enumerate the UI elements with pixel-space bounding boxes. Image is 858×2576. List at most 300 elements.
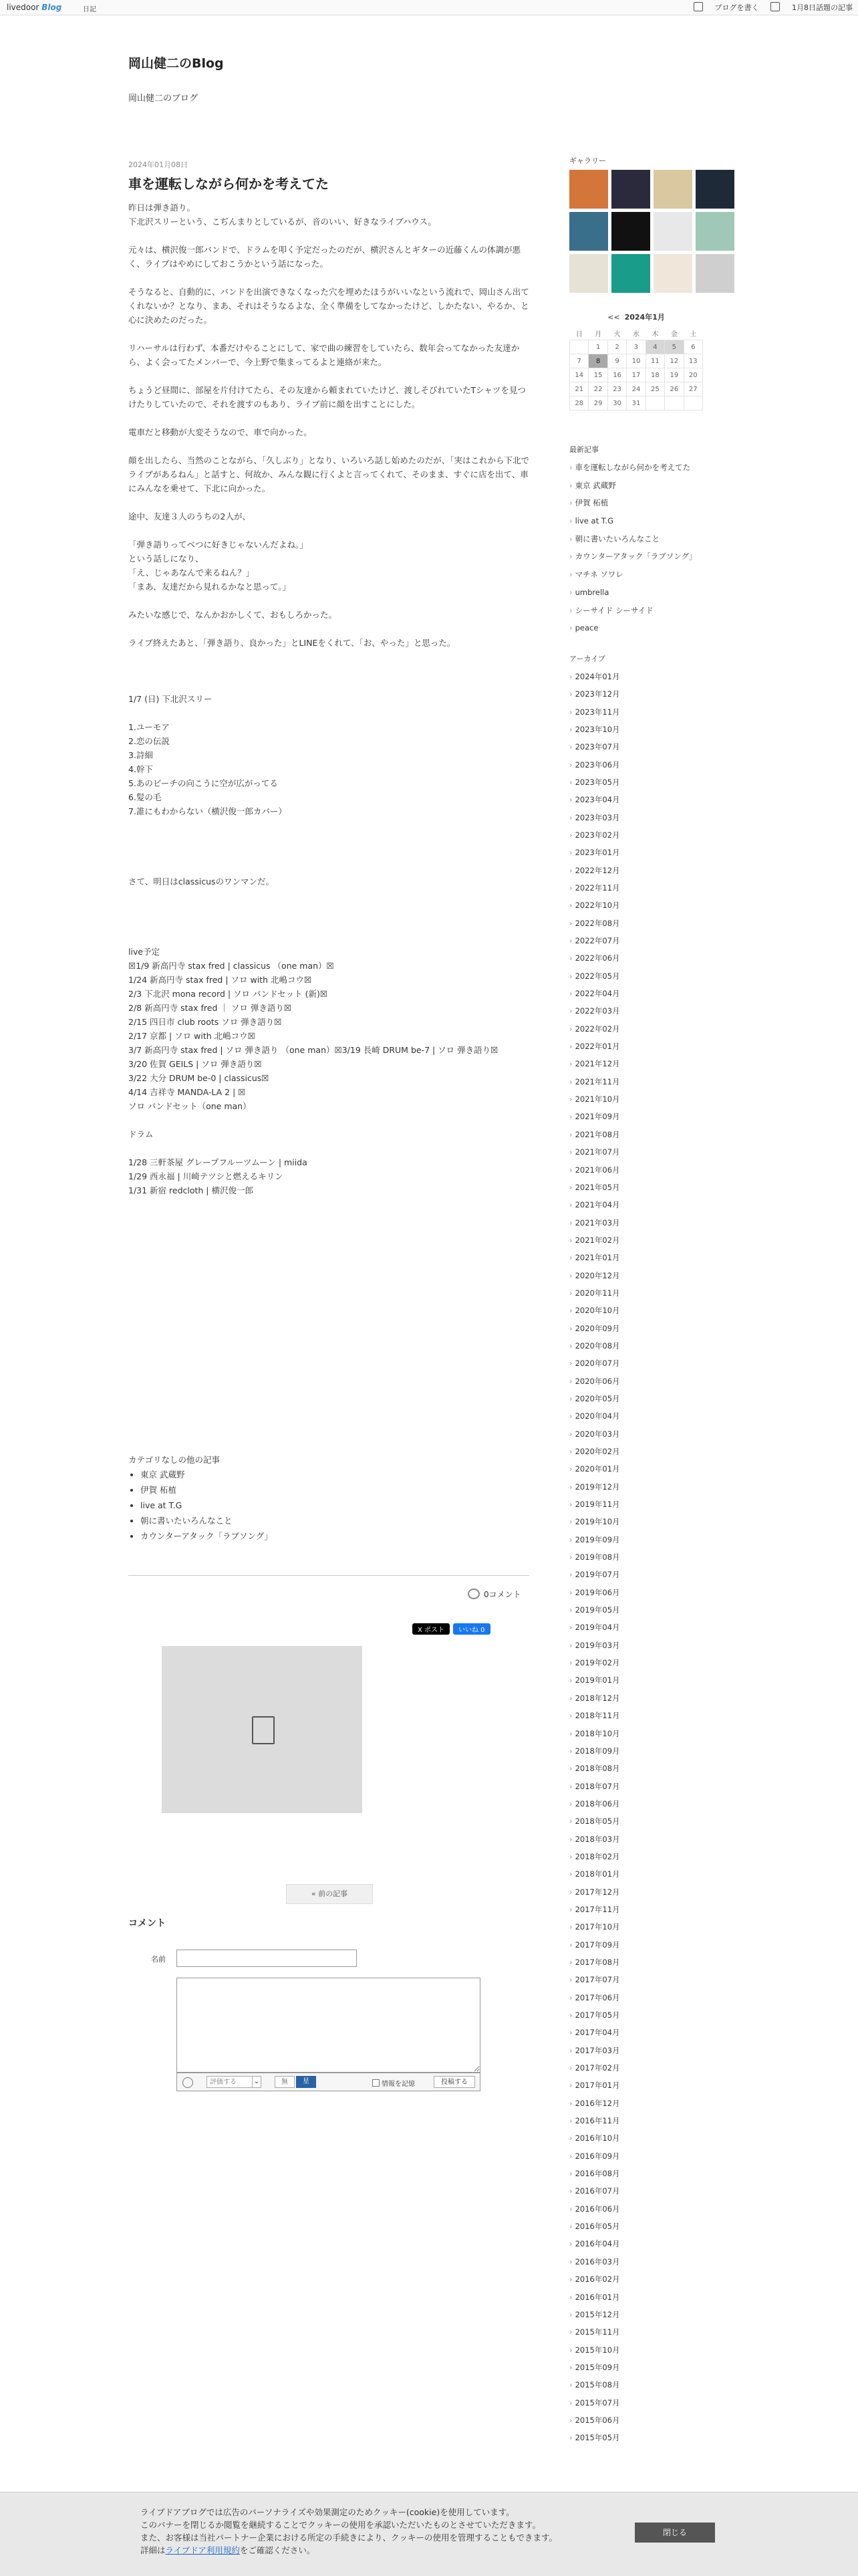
calendar-day: 25 bbox=[646, 382, 664, 396]
archive-month-link[interactable]: › 2020年09月 bbox=[569, 1320, 703, 1337]
calendar-day: 30 bbox=[607, 396, 626, 411]
archive-month-link[interactable]: › 2020年02月 bbox=[569, 1443, 703, 1460]
archive-month-link[interactable]: › 2015年12月 bbox=[569, 2306, 703, 2323]
hot-topics-link[interactable] bbox=[770, 3, 853, 12]
paragraph-gap bbox=[128, 622, 529, 636]
calendar-day: 15 bbox=[589, 368, 607, 382]
body-line: 4.幹下 bbox=[128, 764, 153, 774]
archive-month-link[interactable]: › 2019年07月 bbox=[569, 1566, 703, 1583]
archive-month-link[interactable]: › 2018年05月 bbox=[569, 1812, 703, 1830]
archive-month-link[interactable]: › 2015年05月 bbox=[569, 2429, 703, 2446]
calendar-day: 6 bbox=[684, 340, 702, 354]
archive-month-link[interactable]: › 2022年12月 bbox=[569, 862, 703, 879]
body-line: 下北沢スリーという、こぢんまりとしているが、音のいい、好きなライブハウス。 bbox=[128, 217, 436, 227]
emoji-icon[interactable] bbox=[182, 2077, 193, 2088]
comment-count-label: 0コメント bbox=[484, 1590, 521, 1599]
body-line: リハーサルは行わず、本番だけやることにして、家で曲の練習をしていたら、数年会ってなかった友達から、よく会ってたメンバーで、今上野で集まってるよと連絡が来た。 bbox=[128, 343, 520, 367]
post-body bbox=[128, 201, 529, 1211]
paragraph-gap bbox=[128, 327, 529, 341]
calendar-day[interactable]: 5 bbox=[665, 340, 684, 354]
calendar-day: 20 bbox=[684, 368, 702, 382]
terms-link[interactable]: ライブドア利用規約 bbox=[165, 2545, 240, 2555]
body-line bbox=[128, 832, 529, 846]
other-post-link[interactable]: • 伊賀 柘植 bbox=[140, 1482, 273, 1498]
body-line: 1/28 三軒茶屋 グレープフルーツムーン | miida bbox=[128, 1157, 307, 1167]
archive-month-link[interactable]: › 2015年11月 bbox=[569, 2323, 703, 2341]
paragraph-gap bbox=[128, 706, 529, 720]
archive-month-link[interactable]: › 2019年12月 bbox=[569, 1478, 703, 1496]
body-line: 2/3 下北沢 mona record | ソロ バンドセット (新)☒ bbox=[128, 989, 328, 999]
calendar-day: 18 bbox=[646, 368, 664, 382]
body-line: みたいな感じで、なんかおかしくて、おもしろかった。 bbox=[128, 610, 337, 620]
body-line: という話しになり、 bbox=[128, 554, 204, 564]
archive-month-link[interactable]: › 2017年04月 bbox=[569, 2024, 703, 2041]
paragraph-gap bbox=[128, 1113, 529, 1127]
archive-month-link[interactable]: › 2017年07月 bbox=[569, 1971, 703, 1988]
body-line: 3/22 大分 DRUM be-0 | classicus☒ bbox=[128, 1073, 269, 1083]
paragraph-gap bbox=[128, 439, 529, 453]
recent-post-link[interactable]: › peace bbox=[569, 619, 703, 637]
body-line: 1/29 西永福 | 川崎テツシと燃えるキリン bbox=[128, 1171, 283, 1181]
archive-month-link[interactable]: › 2020年07月 bbox=[569, 1355, 703, 1372]
gallery-thumbnail[interactable] bbox=[654, 170, 692, 209]
archive-month-link[interactable]: › 2022年04月 bbox=[569, 985, 703, 1002]
body-line: そうなると、自動的に、バンドを出演できなくなった穴を埋めたほうがいいなという流れで、岡山さん出てくれないか？となり、まあ、それはそうなるよな、全く準備をしてなかったけど、しかたない、やるか、と心に決めたのだった。 bbox=[128, 287, 529, 325]
body-line: 昨日は弾き語り。 bbox=[128, 203, 196, 213]
paragraph-gap bbox=[128, 369, 529, 383]
body-line: 5.あのビーチの向こうに空が広がってる bbox=[128, 778, 278, 788]
archive-month-link[interactable]: › 2023年12月 bbox=[569, 685, 703, 703]
calendar-day[interactable]: 4 bbox=[646, 340, 664, 354]
body-line: 1.ユーモア bbox=[128, 722, 170, 732]
archive-month-link[interactable]: › 2017年05月 bbox=[569, 2006, 703, 2024]
calendar-day: 19 bbox=[665, 368, 684, 382]
archive-month-link[interactable]: › 2022年02月 bbox=[569, 1020, 703, 1038]
weekday-label: 金 bbox=[670, 330, 678, 338]
archive-month-link[interactable]: › 2017年01月 bbox=[569, 2077, 703, 2094]
archive-month-link[interactable]: › 2023年01月 bbox=[569, 844, 703, 861]
name-input[interactable] bbox=[176, 1950, 357, 1967]
archive-month-link[interactable]: › 2019年08月 bbox=[569, 1548, 703, 1566]
archive-month-link[interactable]: › 2015年07月 bbox=[569, 2394, 703, 2412]
paragraph-gap bbox=[128, 860, 529, 874]
paragraph-gap bbox=[128, 818, 529, 832]
star-rating-button[interactable]: 星 bbox=[296, 2076, 316, 2088]
archive-month-link[interactable]: › 2021年04月 bbox=[569, 1196, 703, 1213]
body-line: 6.髪の毛 bbox=[128, 792, 162, 802]
calendar-day: 7 bbox=[570, 354, 589, 368]
archive-month-link[interactable]: › 2023年03月 bbox=[569, 809, 703, 826]
calendar-day: 23 bbox=[607, 382, 626, 396]
x-post-button[interactable]: X ポスト bbox=[412, 1623, 450, 1635]
paragraph-gap bbox=[128, 931, 529, 945]
archive-month-link[interactable]: › 2016年01月 bbox=[569, 2289, 703, 2306]
calendar-day: 11 bbox=[646, 354, 664, 368]
livedoor-logo[interactable] bbox=[7, 3, 61, 12]
post-title[interactable]: 車を運転しながら何かを考えてた bbox=[128, 176, 329, 192]
top-bar bbox=[0, 0, 858, 15]
paragraph-gap bbox=[128, 229, 529, 243]
facebook-like-button[interactable]: いいね 0 bbox=[453, 1623, 490, 1635]
gallery-thumbnail[interactable] bbox=[654, 254, 692, 293]
other-posts-list bbox=[127, 1467, 273, 1544]
archive-month-link[interactable]: › 2020年04月 bbox=[569, 1407, 703, 1425]
logo-blog-text: Blog bbox=[41, 3, 62, 12]
paragraph-gap bbox=[128, 1197, 529, 1211]
archive-month-link[interactable]: › 2017年10月 bbox=[569, 1918, 703, 1936]
archive-month-link[interactable]: › 2018年06月 bbox=[569, 1795, 703, 1812]
calendar-prev[interactable]: << bbox=[607, 313, 620, 322]
archive-month-link[interactable]: › 2023年11月 bbox=[569, 703, 703, 721]
body-line: ライブ終えたあと、「弾き語り、良かった」とLINEをくれて、「お、やった」と思った。 bbox=[128, 638, 456, 648]
archive-month-link[interactable]: › 2019年04月 bbox=[569, 1619, 703, 1636]
document-icon bbox=[770, 2, 780, 11]
calendar-day: 29 bbox=[589, 396, 607, 411]
archive-month-link[interactable]: › 2016年03月 bbox=[569, 2253, 703, 2270]
archive-month-link[interactable]: › 2019年10月 bbox=[569, 1513, 703, 1530]
submit-comment-button[interactable]: 投稿する bbox=[434, 2076, 475, 2088]
archive-month-link[interactable]: › 2021年11月 bbox=[569, 1073, 703, 1090]
archive-month-link[interactable]: › 2016年09月 bbox=[569, 2147, 703, 2165]
archive-month-link[interactable]: › 2023年06月 bbox=[569, 756, 703, 774]
archive-month-link[interactable]: › 2023年04月 bbox=[569, 791, 703, 808]
archive-month-link[interactable]: › 2020年05月 bbox=[569, 1390, 703, 1407]
body-line: 「まあ、友達だから見れるかなと思って。」 bbox=[128, 582, 291, 592]
paragraph-gap bbox=[128, 889, 529, 903]
nav-diary-link[interactable]: 日記 bbox=[83, 6, 96, 13]
recent-post-link[interactable]: › 車を運転しながら何かを考えてた bbox=[569, 459, 703, 477]
calendar-week bbox=[570, 340, 703, 354]
comment-textarea[interactable] bbox=[176, 1978, 480, 2073]
paragraph-gap bbox=[128, 523, 529, 538]
archive-month-link[interactable]: › 2022年03月 bbox=[569, 1002, 703, 1020]
archive-month-link[interactable]: › 2019年09月 bbox=[569, 1531, 703, 1548]
archive-month-link[interactable]: › 2022年05月 bbox=[569, 967, 703, 985]
body-line: 2/15 四日市 club roots ソロ 弾き語り☒ bbox=[128, 1017, 282, 1027]
archive-month-link[interactable]: › 2017年02月 bbox=[569, 2059, 703, 2077]
body-line: 2/8 新高円寺 stax fred ｜ ソロ 弾き語り☒ bbox=[128, 1003, 292, 1013]
archive-month-link[interactable]: › 2022年07月 bbox=[569, 932, 703, 949]
gallery-thumbnail[interactable] bbox=[696, 170, 734, 209]
post-date: 2024年01月08日 bbox=[128, 160, 188, 169]
recent-post-link[interactable]: › マチネ ソワレ bbox=[569, 566, 703, 584]
archive-month-link[interactable]: › 2021年02月 bbox=[569, 1232, 703, 1249]
body-line bbox=[128, 917, 529, 931]
calendar-day: 2 bbox=[607, 340, 626, 354]
checkbox-icon bbox=[372, 2079, 380, 2087]
calendar-day bbox=[665, 396, 684, 411]
calendar-day: 3 bbox=[627, 340, 646, 354]
cookie-line: また、お客様は当社パートナー企業における所定の手続きにより、クッキーの使用を管理することもできます。 bbox=[140, 2533, 558, 2543]
archive-month-link[interactable]: › 2022年06月 bbox=[569, 949, 703, 967]
archive-month-link[interactable]: › 2018年01月 bbox=[569, 1865, 703, 1883]
pencil-icon bbox=[694, 2, 703, 11]
weekday-label: 火 bbox=[613, 330, 621, 338]
calendar-day bbox=[646, 396, 664, 411]
other-post-link[interactable]: • カウンターアタック「ラブソング」 bbox=[140, 1528, 273, 1544]
recent-post-link[interactable]: › シーサイド シーサイド bbox=[569, 602, 703, 620]
archive-month-link[interactable]: › 2023年05月 bbox=[569, 774, 703, 791]
paragraph-gap bbox=[128, 650, 529, 664]
calendar-week bbox=[570, 368, 703, 382]
archive-month-link[interactable]: › 2021年08月 bbox=[569, 1126, 703, 1143]
gallery-thumbnail[interactable] bbox=[611, 254, 650, 293]
comment-toolbar bbox=[176, 2073, 480, 2091]
body-line: 2.恋の伝説 bbox=[128, 736, 170, 746]
cookie-banner bbox=[0, 2492, 858, 2576]
archive-month-link[interactable]: › 2020年03月 bbox=[569, 1425, 703, 1443]
other-post-link[interactable]: • live at T.G bbox=[140, 1498, 273, 1513]
calendar bbox=[569, 326, 703, 411]
weekday-label: 土 bbox=[690, 330, 697, 338]
other-post-link[interactable]: • 東京 武蔵野 bbox=[140, 1467, 273, 1482]
archive-month-link[interactable]: › 2018年12月 bbox=[569, 1689, 703, 1707]
previous-post-button[interactable]: « 前の記事 bbox=[286, 1884, 373, 1904]
blog-title[interactable]: 岡山健二のBlog bbox=[128, 56, 224, 71]
archive-list bbox=[569, 668, 703, 2447]
recent-post-link[interactable]: › 伊賀 柘植 bbox=[569, 494, 703, 512]
weekday-label: 日 bbox=[575, 330, 583, 338]
archive-month-link[interactable]: › 2017年06月 bbox=[569, 1989, 703, 2006]
comment-heading: コメント bbox=[128, 1918, 166, 1929]
archive-month-link[interactable]: › 2021年12月 bbox=[569, 1055, 703, 1072]
calendar-day: 22 bbox=[589, 382, 607, 396]
archive-month-link[interactable]: › 2022年01月 bbox=[569, 1038, 703, 1055]
archive-month-link[interactable]: › 2016年08月 bbox=[569, 2165, 703, 2182]
archive-month-link[interactable]: › 2017年12月 bbox=[569, 1883, 703, 1901]
body-line: 7.誰にもわからない（横沢俊一郎カバー） bbox=[128, 806, 287, 816]
write-blog-link[interactable] bbox=[694, 3, 759, 12]
archive-month-link[interactable]: › 2015年06月 bbox=[569, 2412, 703, 2429]
archive-month-link[interactable]: › 2016年10月 bbox=[569, 2129, 703, 2147]
paragraph-gap bbox=[128, 678, 529, 692]
archive-month-link[interactable]: › 2021年03月 bbox=[569, 1214, 703, 1232]
archive-month-link[interactable]: › 2018年07月 bbox=[569, 1778, 703, 1795]
archive-month-link[interactable]: › 2020年08月 bbox=[569, 1337, 703, 1355]
archive-month-link[interactable]: › 2021年05月 bbox=[569, 1179, 703, 1196]
cookie-link-suffix: をご確認ください。 bbox=[239, 2545, 315, 2555]
cookie-line: このバナーを閉じるか閲覧を継続することでクッキーの使用を承認いただいたものとさせていただきます。 bbox=[140, 2520, 541, 2530]
gallery-thumbnail[interactable] bbox=[569, 254, 608, 293]
cookie-line: ライブドアブログでは広告のパーソナライズや効果測定のためクッキー(cookie)を使用しています。 bbox=[140, 2507, 515, 2517]
archive-month-link[interactable]: › 2023年02月 bbox=[569, 826, 703, 844]
archive-month-link[interactable]: › 2021年07月 bbox=[569, 1143, 703, 1161]
calendar-day[interactable]: 8 bbox=[589, 354, 607, 368]
calendar-day: 14 bbox=[570, 368, 589, 382]
body-line bbox=[128, 903, 529, 917]
archive-month-link[interactable]: › 2019年05月 bbox=[569, 1601, 703, 1619]
logo-text: livedoor bbox=[7, 3, 39, 12]
archive-month-link[interactable]: › 2016年06月 bbox=[569, 2200, 703, 2218]
recent-post-link[interactable]: › umbrella bbox=[569, 584, 703, 602]
body-line: ☒1/9 新高円寺 stax fred | classicus （one man）☒ bbox=[128, 961, 334, 971]
archive-month-link[interactable]: › 2016年07月 bbox=[569, 2182, 703, 2200]
hot-topics-label: 1月8日話題の記事 bbox=[792, 3, 853, 12]
archive-month-link[interactable]: › 2017年08月 bbox=[569, 1954, 703, 1971]
paragraph-gap bbox=[128, 271, 529, 285]
calendar-weekdays bbox=[570, 326, 703, 340]
body-line: ドラム bbox=[128, 1129, 154, 1139]
body-line: 1/24 新高円寺 stax fred | ソロ with 北嶋コウ☒ bbox=[128, 975, 312, 985]
archive-month-link[interactable]: › 2017年11月 bbox=[569, 1901, 703, 1918]
archive-month-link[interactable]: › 2018年02月 bbox=[569, 1848, 703, 1865]
body-line: 顔を出したら、当然のことながら、「久しぶり」となり、いろいろ話し始めたのだが、「実はこれから下北でライブがあるねん」と話すと、何故か、みんな観に行くよと言ってくれて、そのまま、すぐに店を出て、車にみんなを乗せて、下北に向かった。 bbox=[128, 455, 530, 493]
body-line: 3.詩細 bbox=[128, 750, 153, 760]
calendar-day: 24 bbox=[627, 382, 646, 396]
archive-month-link[interactable]: › 2016年05月 bbox=[569, 2218, 703, 2235]
body-line: 途中、友達３人のうちの2人が、 bbox=[128, 511, 251, 521]
other-posts-heading: カテゴリなしの他の記事 bbox=[128, 1455, 221, 1465]
chevron-down-icon[interactable]: ⌄ bbox=[252, 2076, 261, 2088]
body-line: ちょうど昼間に、部屋を片付けてたら、その友達から頼まれていたけど、渡しそびれていたTシャツを見つけたりしていたので、それを渡すのもあり、ライブ前に顔を出すことにした。 bbox=[128, 385, 526, 409]
archive-month-link[interactable]: › 2018年08月 bbox=[569, 1760, 703, 1777]
embedded-image-placeholder bbox=[162, 1646, 362, 1813]
archive-month-link[interactable]: › 2018年03月 bbox=[569, 1831, 703, 1848]
archive-month-link[interactable]: › 2018年09月 bbox=[569, 1742, 703, 1760]
calendar-day: 28 bbox=[570, 396, 589, 411]
archive-month-link[interactable]: › 2023年10月 bbox=[569, 721, 703, 738]
remember-label: 情報を記憶 bbox=[382, 2081, 415, 2088]
weekday-label: 水 bbox=[632, 330, 639, 338]
body-line: 3/7 新高円寺 stax fred | ソロ 弾き語り （one man）☒3/19 長崎 DRUM be-7 | ソロ 弾き語り☒ bbox=[128, 1045, 498, 1055]
calendar-day: 17 bbox=[627, 368, 646, 382]
calendar-week bbox=[570, 354, 703, 368]
archive-month-link[interactable]: › 2020年01月 bbox=[569, 1460, 703, 1478]
calendar-day: 16 bbox=[607, 368, 626, 382]
archive-month-link[interactable]: › 2019年02月 bbox=[569, 1654, 703, 1671]
archive-month-link[interactable]: › 2021年10月 bbox=[569, 1090, 703, 1108]
archive-month-link[interactable]: › 2019年06月 bbox=[569, 1584, 703, 1601]
divider bbox=[128, 1575, 529, 1576]
body-line: 元々は、横沢俊一郎バンドで、ドラムを叩く予定だったのだが、横沢さんとギターの近藤くんの体調が悪く、ライブはやめにしておこうかという話になった。 bbox=[128, 245, 521, 269]
archive-month-link[interactable]: › 2019年03月 bbox=[569, 1637, 703, 1654]
archive-month-link[interactable]: › 2019年11月 bbox=[569, 1496, 703, 1513]
calendar-day: 9 bbox=[607, 354, 626, 368]
archive-month-link[interactable]: › 2023年07月 bbox=[569, 738, 703, 755]
archive-month-link[interactable]: › 2015年10月 bbox=[569, 2341, 703, 2359]
calendar-day bbox=[684, 396, 702, 411]
rate-select[interactable]: 評価する bbox=[206, 2076, 253, 2088]
broken-image-icon bbox=[252, 1716, 275, 1744]
body-line: 1/7 (日) 下北沢スリー bbox=[128, 694, 212, 704]
article bbox=[128, 158, 529, 1211]
archive-month-link[interactable]: › 2019年01月 bbox=[569, 1671, 703, 1689]
comment-count-link[interactable] bbox=[468, 1589, 521, 1600]
archive-month-link[interactable]: › 2016年11月 bbox=[569, 2112, 703, 2129]
archive-month-link[interactable]: › 2017年03月 bbox=[569, 2042, 703, 2059]
cookie-text bbox=[140, 2506, 557, 2557]
calendar-day: 12 bbox=[665, 354, 684, 368]
archive-month-link[interactable]: › 2015年08月 bbox=[569, 2376, 703, 2393]
archive-month-link[interactable]: › 2015年09月 bbox=[569, 2359, 703, 2376]
sidebar bbox=[569, 155, 703, 2463]
gallery-thumbnail[interactable] bbox=[696, 254, 734, 293]
paragraph-gap bbox=[128, 495, 529, 509]
gallery-thumbnail[interactable] bbox=[611, 212, 650, 251]
body-line: 「弾き語りってベつに好きじゃないんだよね。」 bbox=[128, 540, 308, 550]
cookie-link-prefix: 詳細は bbox=[140, 2545, 166, 2555]
body-line: 3/20 佐賀 GEILS | ソロ 弾き語り☒ bbox=[128, 1059, 262, 1069]
remember-info-checkbox[interactable] bbox=[372, 2078, 415, 2088]
recent-posts-list bbox=[569, 459, 703, 637]
calendar-day: 31 bbox=[627, 396, 646, 411]
archive-month-link[interactable]: › 2021年01月 bbox=[569, 1249, 703, 1266]
body-line bbox=[128, 664, 529, 678]
other-post-link[interactable]: • 朝に書いたいろんなこと bbox=[140, 1513, 273, 1528]
recent-post-link[interactable]: › 東京 武蔵野 bbox=[569, 477, 703, 495]
archive-month-link[interactable]: › 2020年11月 bbox=[569, 1284, 703, 1302]
calendar-day bbox=[570, 340, 589, 354]
archive-month-link[interactable]: › 2021年06月 bbox=[569, 1161, 703, 1179]
write-blog-label: ブログを書く bbox=[714, 3, 759, 12]
calendar-day: 1 bbox=[589, 340, 607, 354]
archive-month-link[interactable]: › 2018年10月 bbox=[569, 1725, 703, 1742]
gallery-thumbnail[interactable] bbox=[569, 212, 608, 251]
paragraph-gap bbox=[128, 594, 529, 608]
recent-post-link[interactable]: › live at T.G bbox=[569, 512, 703, 530]
archive-month-link[interactable]: › 2024年01月 bbox=[569, 668, 703, 685]
archive-month-link[interactable]: › 2016年04月 bbox=[569, 2235, 703, 2252]
archive-month-link[interactable]: › 2016年12月 bbox=[569, 2095, 703, 2112]
recent-posts-heading: 最新記事 bbox=[569, 445, 599, 454]
body-line: 「え、じゃあなんで来るねん？」 bbox=[128, 568, 255, 578]
gallery-thumbnail[interactable] bbox=[654, 212, 692, 251]
archive-month-link[interactable]: › 2018年11月 bbox=[569, 1707, 703, 1724]
calendar-day: 27 bbox=[684, 382, 702, 396]
cookie-close-button[interactable]: 閉じる bbox=[635, 2523, 715, 2543]
calendar-day: 10 bbox=[627, 354, 646, 368]
calendar-title: 2024年1月 bbox=[624, 313, 665, 322]
archive-month-link[interactable]: › 2021年09月 bbox=[569, 1108, 703, 1125]
paragraph-gap bbox=[128, 411, 529, 425]
body-line: 電車だと移動が大変そうなので、車で向かった。 bbox=[128, 427, 312, 437]
paragraph-gap bbox=[128, 1141, 529, 1155]
body-line: 2/17 京都 | ソロ with 北嶋コウ☒ bbox=[128, 1031, 255, 1041]
archive-month-link[interactable]: › 2022年11月 bbox=[569, 879, 703, 897]
no-rating-button[interactable]: 無 bbox=[275, 2076, 295, 2088]
calendar-week bbox=[570, 382, 703, 396]
archive-month-link[interactable]: › 2022年08月 bbox=[569, 915, 703, 932]
weekday-label: 木 bbox=[652, 330, 659, 338]
calendar-day: 13 bbox=[684, 354, 702, 368]
blog-description: 岡山健二のブログ bbox=[128, 94, 198, 104]
archive-month-link[interactable]: › 2022年10月 bbox=[569, 897, 703, 914]
body-line: ソロ バンドセット（one man） bbox=[128, 1101, 251, 1111]
gallery bbox=[569, 170, 703, 293]
body-line: live予定 bbox=[128, 947, 160, 957]
body-line: 1/31 新宿 redcloth | 横沢俊一郎 bbox=[128, 1185, 253, 1195]
weekday-label: 月 bbox=[595, 330, 602, 338]
archive-month-link[interactable]: › 2016年02月 bbox=[569, 2270, 703, 2288]
body-line: 4/14 吉祥寺 MANDA-LA 2 | ☒ bbox=[128, 1087, 246, 1097]
name-label: 名前 bbox=[151, 1955, 166, 1964]
gallery-heading: ギャラリー bbox=[569, 156, 606, 165]
gallery-thumbnail[interactable] bbox=[611, 170, 650, 209]
archive-month-link[interactable]: › 2020年12月 bbox=[569, 1267, 703, 1284]
calendar-header bbox=[569, 312, 703, 322]
gallery-thumbnail[interactable] bbox=[696, 212, 734, 251]
archive-month-link[interactable]: › 2020年06月 bbox=[569, 1373, 703, 1390]
archive-month-link[interactable]: › 2020年10月 bbox=[569, 1302, 703, 1319]
gallery-thumbnail[interactable] bbox=[569, 170, 608, 209]
body-line: さて、明日はclassicusのワンマンだ。 bbox=[128, 876, 275, 887]
archive-month-link[interactable]: › 2017年09月 bbox=[569, 1936, 703, 1954]
archive-heading: アーカイブ bbox=[569, 654, 605, 663]
calendar-day: 21 bbox=[570, 382, 589, 396]
comment-bubble-icon bbox=[468, 1589, 480, 1599]
recent-post-link[interactable]: › 朝に書いたいろんなこと bbox=[569, 530, 703, 548]
recent-post-link[interactable]: › カウンターアタック「ラブソング」 bbox=[569, 548, 703, 566]
